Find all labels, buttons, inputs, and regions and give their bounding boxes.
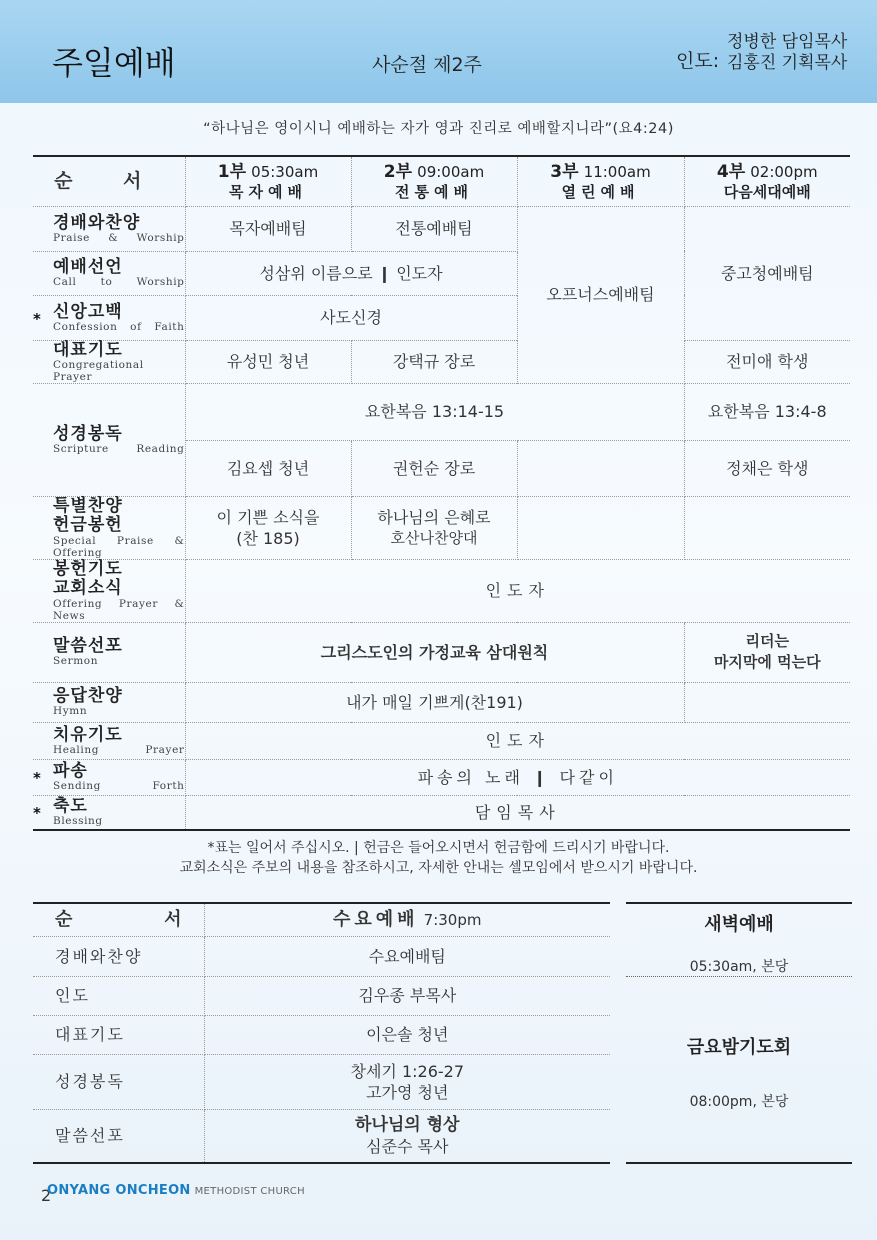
- cell-sermon-title: 그리스도인의 가정교육 삼대원칙: [185, 622, 684, 682]
- cell: 강택규 장로: [351, 340, 517, 383]
- leader-label: 인도:: [676, 50, 720, 72]
- wed-row-value: 하나님의 형상 심준수 목사: [355, 1114, 460, 1156]
- row-label-blessing: * 축도 Blessing: [33, 795, 185, 830]
- leader-name-2: 김홍진 기획목사: [727, 53, 848, 73]
- table-header-row: [33, 903, 610, 936]
- notes: [0, 838, 877, 878]
- scripture-verse: “하나님은 영이시니 예배하는 자가 영과 진리로 예배할지니라”(요4:24): [203, 121, 674, 137]
- service-3-header: 3부 11:00am 열린예배: [517, 156, 684, 206]
- wed-row-label: 대표기도: [33, 1015, 204, 1054]
- cell-scripture-passage: 요한복음 13:14-15: [185, 383, 684, 440]
- cell-service-3-team: 오프너스예배팀: [517, 206, 684, 383]
- row-label-special: 특별찬양 헌금봉헌 Special Praise & Offering: [33, 496, 185, 559]
- row-label-sending: * 파송 Sending Forth: [33, 759, 185, 795]
- brand-sub: METHODIST CHURCH: [194, 1186, 305, 1197]
- cell: 목자예배팀: [185, 206, 351, 251]
- table-row: [33, 936, 610, 976]
- cell-special-2: 하나님의 은혜로 호산나찬양대: [351, 496, 517, 559]
- table-row: [33, 206, 850, 251]
- sunday-order-table: [33, 155, 850, 831]
- divider: [626, 976, 852, 977]
- wed-row-value: 김우종 부목사: [204, 976, 610, 1015]
- cell: 인도자: [185, 722, 850, 759]
- leader-names: [727, 32, 847, 74]
- church-logo: [47, 1183, 305, 1198]
- cell-service-4-team: 중고청예배팀: [684, 206, 850, 340]
- table-row: [33, 1015, 610, 1054]
- page-number: 2: [41, 1186, 52, 1205]
- note-line-2: 교회소식은 주보의 내용을 참조하시고, 자세한 안내는 셀모임에서 받으시기 바랍니다.: [179, 860, 698, 876]
- table-row: [33, 496, 850, 559]
- wed-order-header: 순 서: [33, 903, 204, 936]
- table-row: [33, 340, 850, 383]
- row-label-sermon: 말씀선포 Sermon: [33, 622, 185, 682]
- row-label-scripture: 성경봉독 Scripture Reading: [33, 383, 185, 496]
- service-2-header: 2부 09:00am 전통예배: [351, 156, 517, 206]
- table-row: [33, 622, 850, 682]
- table-row: [33, 383, 850, 440]
- cell: 파송의 노래 ❙ 다같이: [185, 759, 850, 795]
- cell-scripture-passage-4: 요한복음 13:4-8: [684, 383, 850, 440]
- cell: 내가 매일 기쁘게(찬191): [185, 682, 684, 722]
- row-label-prayer: 대표기도 Congregational Prayer: [33, 340, 185, 383]
- brand-name: ONYANG ONCHEON: [47, 1183, 191, 1198]
- page-title: 주일예배: [52, 44, 176, 82]
- dawn-detail: 05:30am, 본당: [689, 959, 789, 975]
- wed-row-value: 창세기 1:26-27 고가영 청년: [204, 1054, 610, 1109]
- table-row: [33, 722, 850, 759]
- table-row: [33, 759, 850, 795]
- cell: 사도신경: [185, 295, 517, 340]
- cell: 김요셉 청년: [185, 440, 351, 496]
- cell: 성삼위 이름으로 ❙ 인도자: [185, 251, 517, 295]
- row-label-healing: 치유기도 Healing Prayer: [33, 722, 185, 759]
- friday-title: 금요밤기도회: [686, 1037, 792, 1058]
- wed-service-header: 수요예배 7:30pm: [204, 903, 610, 936]
- row-label-praise: 경배와찬양 Praise & Worship: [33, 206, 185, 251]
- wed-row-label: 인도: [33, 976, 204, 1015]
- wednesday-order-table: [33, 902, 610, 1164]
- cell-empty: [517, 440, 684, 496]
- header-banner: [0, 0, 877, 103]
- row-label-call: 예배선언 Call to Worship: [33, 251, 185, 295]
- row-label-hymn: 응답찬양 Hymn: [33, 682, 185, 722]
- order-header: 순 서: [33, 156, 185, 206]
- table-header-row: [33, 156, 850, 206]
- wed-row-label: 경배와찬양: [33, 936, 204, 976]
- cell: 전미애 학생: [684, 340, 850, 383]
- row-label-offering: 봉헌기도 교회소식 Offering Prayer & News: [33, 559, 185, 622]
- row-label-confession: * 신앙고백 Confession of Faith: [33, 295, 185, 340]
- cell-empty: [684, 496, 850, 559]
- dawn-title: 새벽예배: [704, 914, 774, 935]
- side-services-box: [626, 902, 852, 1164]
- friday-detail: 08:00pm, 본당: [689, 1094, 789, 1110]
- cell: 전통예배팀: [351, 206, 517, 251]
- wed-row-value: 수요예배팀: [204, 936, 610, 976]
- cell-special-1: 이 기쁜 소식을 (찬 185): [185, 496, 351, 559]
- cell-empty: [517, 496, 684, 559]
- service-1-header: 1부 05:30am 목자예배: [185, 156, 351, 206]
- table-row: [33, 1109, 610, 1163]
- cell: 권헌순 장로: [351, 440, 517, 496]
- cell: 유성민 청년: [185, 340, 351, 383]
- table-row: [33, 682, 850, 722]
- cell-empty: [684, 682, 850, 722]
- table-row: [33, 976, 610, 1015]
- leader-name-1: 정병한 담임목사: [727, 32, 848, 52]
- cell-sermon-title-4: 리더는 마지막에 먹는다: [684, 622, 850, 682]
- cell: 담임목사: [185, 795, 850, 830]
- wed-row-value: 이은솔 청년: [204, 1015, 610, 1054]
- table-row: [33, 795, 850, 830]
- cell: 정채은 학생: [684, 440, 850, 496]
- service-4-header: 4부 02:00pm 다음세대예배: [684, 156, 850, 206]
- wed-row-label: 성경봉독: [33, 1054, 204, 1109]
- page-subtitle: 사순절 제2주: [372, 54, 482, 76]
- cell: 인도자: [185, 559, 850, 622]
- table-row: [33, 1054, 610, 1109]
- wed-row-label: 말씀선포: [33, 1109, 204, 1163]
- note-line-1: *표는 일어서 주십시오. | 헌금은 들어오시면서 헌금함에 드리시기 바랍니다.: [207, 840, 670, 856]
- table-row: [33, 559, 850, 622]
